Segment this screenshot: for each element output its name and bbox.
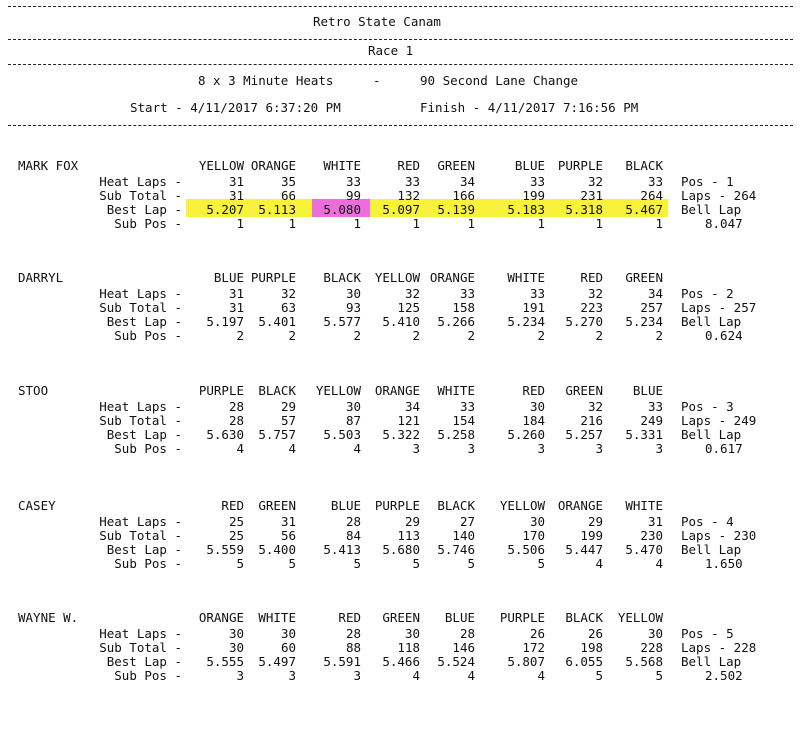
cell-sub-total: 30 — [228, 640, 244, 655]
cell-sub-total: 140 — [452, 528, 475, 543]
cell-heat-laps: 29 — [280, 399, 296, 414]
cell-heat-laps: 32 — [404, 286, 420, 301]
cell-heat-laps: 34 — [459, 174, 475, 189]
cell-heat-laps: 28 — [459, 626, 475, 641]
lane-header: YELLOW — [198, 158, 244, 173]
lane-header: YELLOW — [617, 610, 663, 625]
lane-header: ORANGE — [557, 498, 603, 513]
cell-heat-laps: 33 — [345, 174, 361, 189]
bell-lap-label: Bell Lap — [681, 654, 742, 669]
lane-header: BLUE — [632, 383, 663, 398]
cell-best-lap: 5.260 — [507, 427, 545, 442]
cell-sub-pos: 1 — [595, 216, 603, 231]
lane-header: GREEN — [625, 270, 663, 285]
cell-sub-pos: 1 — [288, 216, 296, 231]
cell-best-lap: 5.555 — [206, 654, 244, 669]
driver-name: CASEY — [18, 498, 56, 513]
cell-sub-pos: 3 — [655, 441, 663, 456]
cell-heat-laps: 29 — [404, 514, 420, 529]
cell-sub-total: 198 — [580, 640, 603, 655]
row-label: Best Lap - — [106, 542, 182, 557]
cell-sub-pos: 4 — [353, 441, 361, 456]
cell-sub-pos: 1 — [412, 216, 420, 231]
cell-best-lap: 5.270 — [565, 314, 603, 329]
row-label: Sub Total - — [99, 640, 182, 655]
cell-best-lap: 5.234 — [625, 314, 663, 329]
cell-sub-pos: 3 — [412, 441, 420, 456]
bell-lap-label: Bell Lap — [681, 202, 742, 217]
lane-change: 90 Second Lane Change — [420, 73, 579, 88]
cell-heat-laps: 28 — [345, 626, 361, 641]
lane-header: WHITE — [323, 158, 361, 173]
cell-heat-laps: 33 — [647, 174, 663, 189]
lane-header: ORANGE — [374, 383, 420, 398]
cell-heat-laps: 31 — [228, 174, 244, 189]
cell-sub-total: 28 — [228, 413, 244, 428]
cell-sub-pos: 2 — [353, 328, 361, 343]
row-label: Sub Pos - — [114, 216, 182, 231]
cell-sub-pos: 1 — [655, 216, 663, 231]
cell-heat-laps: 26 — [587, 626, 603, 641]
cell-sub-pos: 1 — [537, 216, 545, 231]
bell-lap-value: 2.502 — [705, 668, 743, 683]
row-label: Heat Laps - — [99, 174, 182, 189]
cell-sub-pos: 5 — [412, 556, 420, 571]
format-separator: - — [373, 73, 381, 88]
lane-header: YELLOW — [315, 383, 361, 398]
cell-sub-pos: 4 — [412, 668, 420, 683]
cell-best-lap: 5.322 — [382, 427, 420, 442]
cell-sub-total: 223 — [580, 300, 603, 315]
cell-sub-total: 230 — [640, 528, 663, 543]
cell-sub-total: 146 — [452, 640, 475, 655]
cell-heat-laps: 28 — [345, 514, 361, 529]
cell-heat-laps: 32 — [587, 174, 603, 189]
cell-best-lap: 5.466 — [382, 654, 420, 669]
cell-heat-laps: 30 — [228, 626, 244, 641]
lane-header: GREEN — [382, 610, 420, 625]
cell-heat-laps: 31 — [647, 514, 663, 529]
cell-heat-laps: 29 — [587, 514, 603, 529]
lane-header: PURPLE — [198, 383, 244, 398]
cell-sub-total: 66 — [280, 188, 296, 203]
cell-best-lap: 5.080 — [323, 202, 361, 217]
cell-heat-laps: 31 — [228, 286, 244, 301]
cell-sub-pos: 5 — [537, 556, 545, 571]
driver-name: WAYNE W. — [18, 610, 79, 625]
cell-sub-pos: 5 — [467, 556, 475, 571]
row-label: Sub Pos - — [114, 668, 182, 683]
cell-best-lap: 5.524 — [437, 654, 475, 669]
driver-name: MARK FOX — [18, 158, 79, 173]
driver-name: DARRYL — [18, 270, 64, 285]
row-label: Sub Pos - — [114, 556, 182, 571]
lane-header: PURPLE — [374, 498, 420, 513]
cell-sub-pos: 4 — [595, 556, 603, 571]
heat-format: 8 x 3 Minute Heats — [198, 73, 334, 88]
cell-sub-pos: 3 — [595, 441, 603, 456]
cell-sub-total: 184 — [522, 413, 545, 428]
driver-name: STOO — [18, 383, 49, 398]
cell-sub-pos: 2 — [655, 328, 663, 343]
cell-heat-laps: 34 — [404, 399, 420, 414]
cell-best-lap: 5.139 — [437, 202, 475, 217]
cell-sub-total: 113 — [397, 528, 420, 543]
lane-header: RED — [397, 158, 420, 173]
cell-heat-laps: 33 — [529, 174, 545, 189]
cell-heat-laps: 27 — [459, 514, 475, 529]
cell-heat-laps: 30 — [647, 626, 663, 641]
cell-sub-total: 199 — [580, 528, 603, 543]
cell-sub-pos: 4 — [288, 441, 296, 456]
total-laps: Laps - 230 — [681, 528, 757, 543]
cell-sub-total: 166 — [452, 188, 475, 203]
bell-lap-value: 8.047 — [705, 216, 743, 231]
cell-sub-total: 25 — [228, 528, 244, 543]
cell-best-lap: 5.568 — [625, 654, 663, 669]
cell-best-lap: 5.183 — [507, 202, 545, 217]
row-label: Sub Total - — [99, 300, 182, 315]
cell-heat-laps: 30 — [529, 514, 545, 529]
lane-header: ORANGE — [198, 610, 244, 625]
cell-sub-pos: 4 — [467, 668, 475, 683]
cell-heat-laps: 25 — [228, 514, 244, 529]
cell-best-lap: 5.447 — [565, 542, 603, 557]
cell-heat-laps: 34 — [647, 286, 663, 301]
lane-header: BLACK — [565, 610, 603, 625]
cell-sub-total: 87 — [345, 413, 361, 428]
cell-sub-pos: 2 — [595, 328, 603, 343]
lane-header: RED — [522, 383, 545, 398]
cell-sub-total: 191 — [522, 300, 545, 315]
cell-sub-pos: 1 — [467, 216, 475, 231]
cell-best-lap: 5.559 — [206, 542, 244, 557]
cell-best-lap: 5.197 — [206, 314, 244, 329]
cell-heat-laps: 30 — [404, 626, 420, 641]
lane-header: BLUE — [444, 610, 475, 625]
row-label: Best Lap - — [106, 427, 182, 442]
cell-heat-laps: 33 — [404, 174, 420, 189]
cell-sub-total: 158 — [452, 300, 475, 315]
cell-sub-pos: 2 — [236, 328, 244, 343]
divider-top — [8, 6, 793, 7]
cell-sub-pos: 3 — [353, 668, 361, 683]
lane-header: RED — [338, 610, 361, 625]
row-label: Sub Pos - — [114, 441, 182, 456]
lane-header: WHITE — [258, 610, 296, 625]
cell-best-lap: 5.757 — [258, 427, 296, 442]
cell-best-lap: 5.746 — [437, 542, 475, 557]
bell-lap-value: 1.650 — [705, 556, 743, 571]
cell-heat-laps: 30 — [345, 399, 361, 414]
row-label: Sub Total - — [99, 188, 182, 203]
lane-header: GREEN — [437, 158, 475, 173]
cell-sub-total: 63 — [280, 300, 296, 315]
position: Pos - 3 — [681, 399, 734, 414]
bell-lap-value: 0.617 — [705, 441, 743, 456]
cell-sub-total: 121 — [397, 413, 420, 428]
start-time: Start - 4/11/2017 6:37:20 PM — [130, 100, 341, 115]
cell-best-lap: 6.055 — [565, 654, 603, 669]
cell-best-lap: 5.497 — [258, 654, 296, 669]
cell-sub-pos: 5 — [236, 556, 244, 571]
cell-heat-laps: 33 — [459, 399, 475, 414]
cell-sub-pos: 2 — [537, 328, 545, 343]
row-label: Best Lap - — [106, 202, 182, 217]
cell-best-lap: 5.401 — [258, 314, 296, 329]
total-laps: Laps - 257 — [681, 300, 757, 315]
cell-sub-total: 132 — [397, 188, 420, 203]
row-label: Best Lap - — [106, 654, 182, 669]
cell-best-lap: 5.257 — [565, 427, 603, 442]
cell-sub-total: 257 — [640, 300, 663, 315]
total-laps: Laps - 249 — [681, 413, 757, 428]
cell-sub-pos: 3 — [288, 668, 296, 683]
lane-header: ORANGE — [429, 270, 475, 285]
cell-best-lap: 5.331 — [625, 427, 663, 442]
cell-best-lap: 5.467 — [625, 202, 663, 217]
cell-best-lap: 5.410 — [382, 314, 420, 329]
cell-heat-laps: 28 — [228, 399, 244, 414]
lane-header: BLUE — [514, 158, 545, 173]
total-laps: Laps - 264 — [681, 188, 757, 203]
cell-sub-total: 93 — [345, 300, 361, 315]
cell-sub-total: 84 — [345, 528, 361, 543]
cell-best-lap: 5.400 — [258, 542, 296, 557]
cell-heat-laps: 33 — [459, 286, 475, 301]
cell-best-lap: 5.591 — [323, 654, 361, 669]
cell-best-lap: 5.503 — [323, 427, 361, 442]
bell-lap-label: Bell Lap — [681, 314, 742, 329]
cell-sub-total: 170 — [522, 528, 545, 543]
cell-heat-laps: 35 — [280, 174, 296, 189]
row-label: Heat Laps - — [99, 514, 182, 529]
cell-best-lap: 5.258 — [437, 427, 475, 442]
lane-header: WHITE — [507, 270, 545, 285]
cell-best-lap: 5.630 — [206, 427, 244, 442]
cell-sub-total: 199 — [522, 188, 545, 203]
event-title: Retro State Canam — [313, 14, 441, 29]
cell-sub-pos: 4 — [236, 441, 244, 456]
cell-best-lap: 5.207 — [206, 202, 244, 217]
position: Pos - 2 — [681, 286, 734, 301]
row-label: Sub Total - — [99, 413, 182, 428]
cell-sub-total: 60 — [280, 640, 296, 655]
cell-sub-total: 249 — [640, 413, 663, 428]
cell-heat-laps: 32 — [280, 286, 296, 301]
cell-best-lap: 5.413 — [323, 542, 361, 557]
lane-header: YELLOW — [499, 498, 545, 513]
cell-sub-total: 118 — [397, 640, 420, 655]
cell-sub-total: 31 — [228, 188, 244, 203]
cell-sub-pos: 3 — [537, 441, 545, 456]
lane-header: PURPLE — [499, 610, 545, 625]
cell-heat-laps: 31 — [280, 514, 296, 529]
cell-sub-pos: 1 — [236, 216, 244, 231]
bell-lap-label: Bell Lap — [681, 542, 742, 557]
divider — [8, 125, 793, 126]
cell-sub-pos: 4 — [655, 556, 663, 571]
cell-best-lap: 5.470 — [625, 542, 663, 557]
finish-time: Finish - 4/11/2017 7:16:56 PM — [420, 100, 639, 115]
cell-sub-pos: 5 — [288, 556, 296, 571]
cell-best-lap: 5.680 — [382, 542, 420, 557]
cell-sub-total: 264 — [640, 188, 663, 203]
position: Pos - 1 — [681, 174, 734, 189]
lane-header: GREEN — [565, 383, 603, 398]
row-label: Heat Laps - — [99, 626, 182, 641]
lane-header: RED — [221, 498, 244, 513]
row-label: Sub Total - — [99, 528, 182, 543]
cell-sub-total: 216 — [580, 413, 603, 428]
cell-sub-pos: 2 — [288, 328, 296, 343]
cell-sub-pos: 3 — [236, 668, 244, 683]
lane-header: YELLOW — [374, 270, 420, 285]
cell-best-lap: 5.234 — [507, 314, 545, 329]
cell-best-lap: 5.097 — [382, 202, 420, 217]
cell-heat-laps: 33 — [529, 286, 545, 301]
cell-sub-pos: 2 — [467, 328, 475, 343]
cell-heat-laps: 26 — [529, 626, 545, 641]
cell-heat-laps: 33 — [647, 399, 663, 414]
cell-best-lap: 5.577 — [323, 314, 361, 329]
cell-sub-total: 99 — [345, 188, 361, 203]
cell-heat-laps: 30 — [345, 286, 361, 301]
lane-header: BLACK — [437, 498, 475, 513]
cell-sub-pos: 1 — [353, 216, 361, 231]
lane-header: BLACK — [323, 270, 361, 285]
lane-header: PURPLE — [250, 270, 296, 285]
position: Pos - 5 — [681, 626, 734, 641]
cell-sub-total: 231 — [580, 188, 603, 203]
cell-sub-total: 125 — [397, 300, 420, 315]
row-label: Best Lap - — [106, 314, 182, 329]
lane-header: GREEN — [258, 498, 296, 513]
bell-lap-value: 0.624 — [705, 328, 743, 343]
lane-header: RED — [580, 270, 603, 285]
total-laps: Laps - 228 — [681, 640, 757, 655]
cell-heat-laps: 32 — [587, 399, 603, 414]
cell-sub-total: 228 — [640, 640, 663, 655]
cell-sub-pos: 5 — [655, 668, 663, 683]
row-label: Sub Pos - — [114, 328, 182, 343]
cell-sub-pos: 4 — [537, 668, 545, 683]
lane-header: ORANGE — [250, 158, 296, 173]
cell-sub-total: 88 — [345, 640, 361, 655]
race-title: Race 1 — [368, 43, 414, 58]
divider — [8, 64, 793, 65]
cell-best-lap: 5.318 — [565, 202, 603, 217]
row-label: Heat Laps - — [99, 399, 182, 414]
cell-sub-total: 172 — [522, 640, 545, 655]
row-label: Heat Laps - — [99, 286, 182, 301]
cell-sub-pos: 5 — [353, 556, 361, 571]
cell-best-lap: 5.506 — [507, 542, 545, 557]
lane-header: PURPLE — [557, 158, 603, 173]
position: Pos - 4 — [681, 514, 734, 529]
lane-header: BLACK — [625, 158, 663, 173]
cell-sub-total: 57 — [280, 413, 296, 428]
cell-heat-laps: 30 — [529, 399, 545, 414]
cell-best-lap: 5.807 — [507, 654, 545, 669]
cell-sub-total: 154 — [452, 413, 475, 428]
lane-header: WHITE — [625, 498, 663, 513]
lane-header: BLUE — [213, 270, 244, 285]
cell-best-lap: 5.113 — [258, 202, 296, 217]
cell-best-lap: 5.266 — [437, 314, 475, 329]
cell-heat-laps: 32 — [587, 286, 603, 301]
divider — [8, 39, 793, 40]
lane-header: WHITE — [437, 383, 475, 398]
lane-header: BLUE — [330, 498, 361, 513]
cell-sub-total: 31 — [228, 300, 244, 315]
bell-lap-label: Bell Lap — [681, 427, 742, 442]
cell-sub-total: 56 — [280, 528, 296, 543]
lane-header: BLACK — [258, 383, 296, 398]
cell-sub-pos: 2 — [412, 328, 420, 343]
cell-heat-laps: 30 — [280, 626, 296, 641]
cell-sub-pos: 3 — [467, 441, 475, 456]
cell-sub-pos: 5 — [595, 668, 603, 683]
